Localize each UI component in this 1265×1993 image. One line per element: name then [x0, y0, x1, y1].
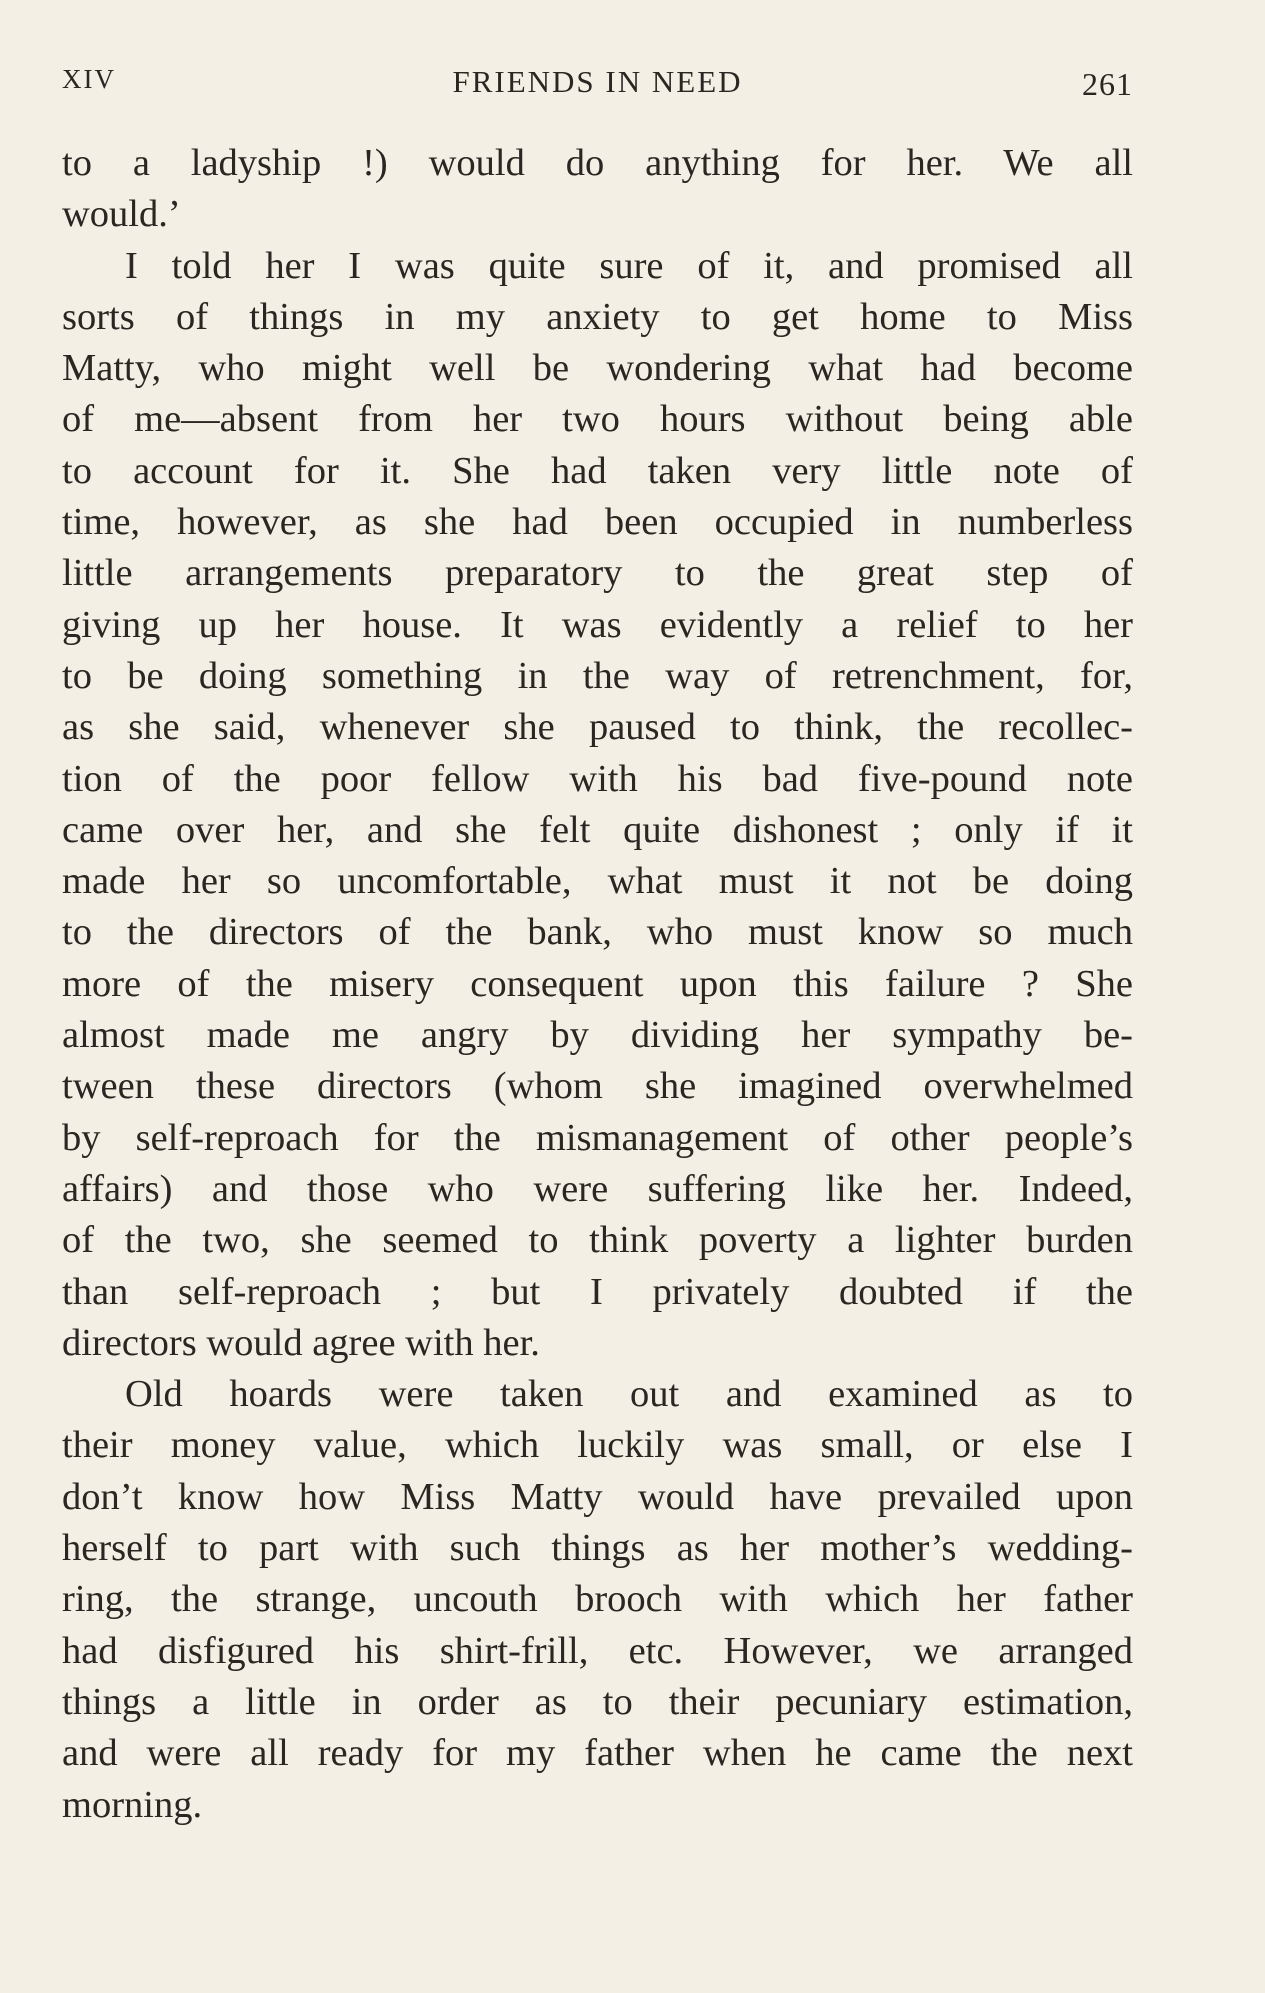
text-line: more of the misery consequent upon this failure ? She	[62, 962, 1133, 1005]
text-line: tween these directors (whom she imagined overwhelmed	[62, 1065, 1133, 1108]
text-line: directors would agree with her.	[62, 1321, 540, 1364]
running-head	[62, 64, 1133, 108]
text-line: to account for it. She had taken very little note of	[62, 449, 1133, 492]
text-line: morning.	[62, 1783, 203, 1826]
text-line: don’t know how Miss Matty would have prevailed upon	[62, 1475, 1133, 1518]
text-line: would.’	[62, 193, 181, 236]
text-line: their money value, which luckily was small, or else I	[62, 1424, 1133, 1467]
text-line: of the two, she seemed to think poverty a lighter burden	[62, 1219, 1133, 1262]
text-line: than self-reproach ; but I privately doubted if the	[62, 1270, 1133, 1313]
text-line: things a little in order as to their pecuniary estimation,	[62, 1680, 1133, 1723]
text-line: giving up her house. It was evidently a relief to her	[62, 603, 1133, 646]
text-line: Matty, who might well be wondering what had become	[62, 347, 1133, 390]
text-line: by self-reproach for the mismanagement of other people’s	[62, 1116, 1133, 1159]
text-line: and were all ready for my father when he came the next	[62, 1732, 1133, 1775]
text-line: of me—absent from her two hours without being able	[62, 398, 1133, 441]
text-line: little arrangements preparatory to the great step of	[62, 552, 1133, 595]
text-line: ring, the strange, uncouth brooch with which her father	[62, 1578, 1133, 1621]
text-line: to a ladyship !) would do anything for her. We all	[62, 142, 1133, 184]
text-line: affairs) and those who were suffering like her. Indeed,	[62, 1167, 1133, 1210]
text-line: Old hoards were taken out and examined as to	[125, 1373, 1133, 1416]
text-line: as she said, whenever she paused to think, the recollec-	[62, 706, 1133, 749]
text-line: time, however, as she had been occupied in numberless	[62, 501, 1133, 544]
text-line: made her so uncomfortable, what must it not be doing	[62, 860, 1133, 903]
text-line: tion of the poor fellow with his bad five-pound note	[62, 757, 1133, 800]
chapter-title: FRIENDS IN NEED	[452, 64, 743, 99]
text-line: herself to part with such things as her mother’s wedding-	[62, 1527, 1133, 1570]
text-line: to be doing something in the way of retrenchment, for,	[62, 654, 1133, 697]
text-line: had disfigured his shirt-frill, etc. However, we arranged	[62, 1629, 1133, 1672]
page-number: 261	[1082, 66, 1133, 102]
text-line: to the directors of the bank, who must know so much	[62, 911, 1133, 954]
text-line: I told her I was quite sure of it, and promised all	[125, 244, 1133, 287]
body-text	[62, 138, 1133, 1831]
text-line: almost made me angry by dividing her sympathy be-	[62, 1014, 1133, 1057]
chapter-number: XIV	[62, 64, 116, 94]
text-line: came over her, and she felt quite dishonest ; only if it	[62, 808, 1133, 851]
text-line: sorts of things in my anxiety to get home to Miss	[62, 295, 1133, 338]
